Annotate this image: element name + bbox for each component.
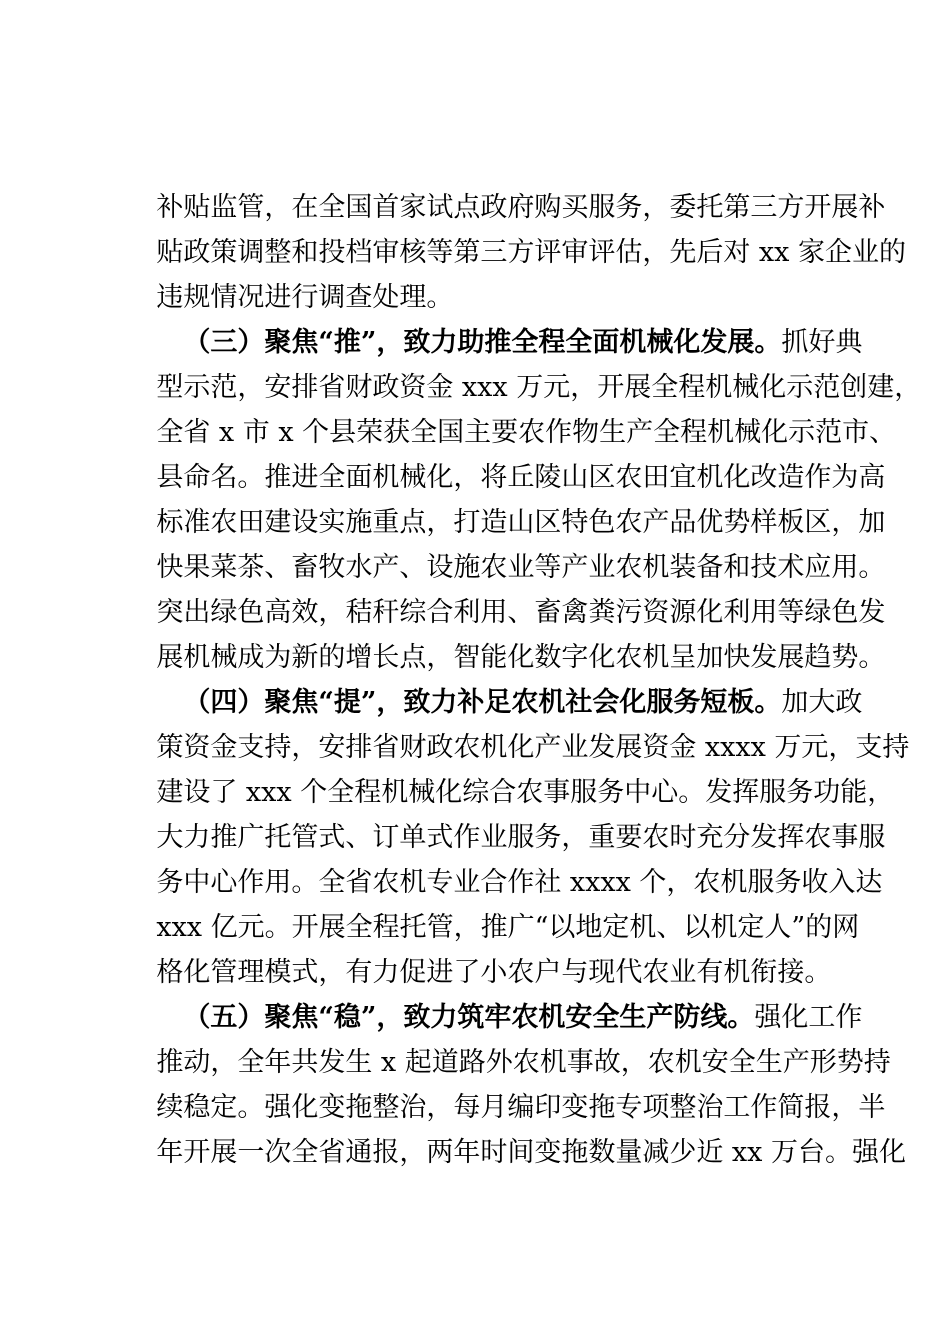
text-line (122, 907, 950, 988)
body-text: 展机械成为新的增长点，智能化数字化农机呈加快发展趋势。 (156, 642, 886, 673)
section-heading: （三）聚焦“推”，致力助推全程全面机械化发展。 (183, 327, 782, 358)
text-line (122, 322, 950, 403)
body-text: 突出绿色高效，秸秆综合利用、畜禽粪污资源化利用等绿色发 (156, 597, 886, 628)
text-line (149, 952, 950, 1033)
text-line (122, 547, 950, 628)
body-text: 抓好典 (781, 327, 863, 358)
text-line (122, 502, 950, 583)
text-line (122, 682, 950, 763)
text-line (122, 142, 950, 223)
text-line (122, 367, 950, 448)
body-text: xxx 亿元。开展全程托管，推广“以地定机、以机定人”的网 (156, 912, 860, 943)
body-text: 年开展一次全省通报，两年时间变拖数量减少近 xx 万台。强化 (156, 1137, 906, 1168)
body-text: 续稳定。强化变拖整治，每月编印变拖专项整治工作简报，半 (156, 1092, 886, 1123)
body-text: 型示范，安排省财政资金 xxx 万元，开展全程机械化示范创建， (156, 372, 922, 403)
text-line (122, 1087, 950, 1168)
text-line (122, 187, 950, 268)
body-text: 快果菜茶、畜牧水产、设施农业等产业农机装备和技术应用。 (156, 552, 886, 583)
text-line (122, 817, 950, 898)
text-line (122, 772, 950, 853)
text-line (122, 232, 950, 313)
body-text: 策资金支持，安排省财政农机化产业发展资金 xxxx 万元，支持 (156, 732, 910, 763)
body-text: 建设了 xxx 个全程机械化综合农事服务中心。发挥服务功能， (156, 777, 895, 808)
body-text: 全省 x 市 x 个县荣获全国主要农作物生产全程机械化示范市、 (156, 417, 897, 448)
text-line (149, 637, 950, 718)
body-text: 贴政策调整和投档审核等第三方评审评估，先后对 xx 家企业的 (156, 237, 906, 268)
text-line (122, 997, 950, 1078)
body-text: 标准农田建设实施重点，打造山区特色农产品优势样板区，加 (156, 507, 886, 538)
body-text: 补贴监管，在全国首家试点政府购买服务，委托第三方开展补 (156, 192, 886, 223)
text-line (122, 412, 950, 493)
body-text: 务中心作用。全省农机专业合作社 xxxx 个，农机服务收入达 (156, 867, 883, 898)
section-heading: （五）聚焦“稳”，致力筑牢农机安全生产防线。 (183, 1002, 755, 1033)
text-line (149, 277, 950, 358)
text-line (122, 457, 950, 538)
section-heading: （四）聚焦“提”，致力补足农机社会化服务短板。 (183, 687, 782, 718)
body-text: 格化管理模式，有力促进了小农户与现代农业有机衔接。 (156, 957, 832, 988)
text-line (122, 727, 950, 808)
body-text: 加大政 (781, 687, 863, 718)
text-line (122, 862, 950, 943)
body-text: 县命名。推进全面机械化，将丘陵山区农田宜机化改造作为高 (156, 462, 886, 493)
body-text: 推动，全年共发生 x 起道路外农机事故，农机安全生产形势持 (156, 1047, 891, 1078)
body-text: 大力推广托管式、订单式作业服务，重要农时充分发挥农事服 (156, 822, 886, 853)
body-text: 强化工作 (754, 1002, 863, 1033)
text-line (122, 592, 950, 673)
text-line (122, 1042, 950, 1123)
body-text: 违规情况进行调查处理。 (156, 282, 454, 313)
